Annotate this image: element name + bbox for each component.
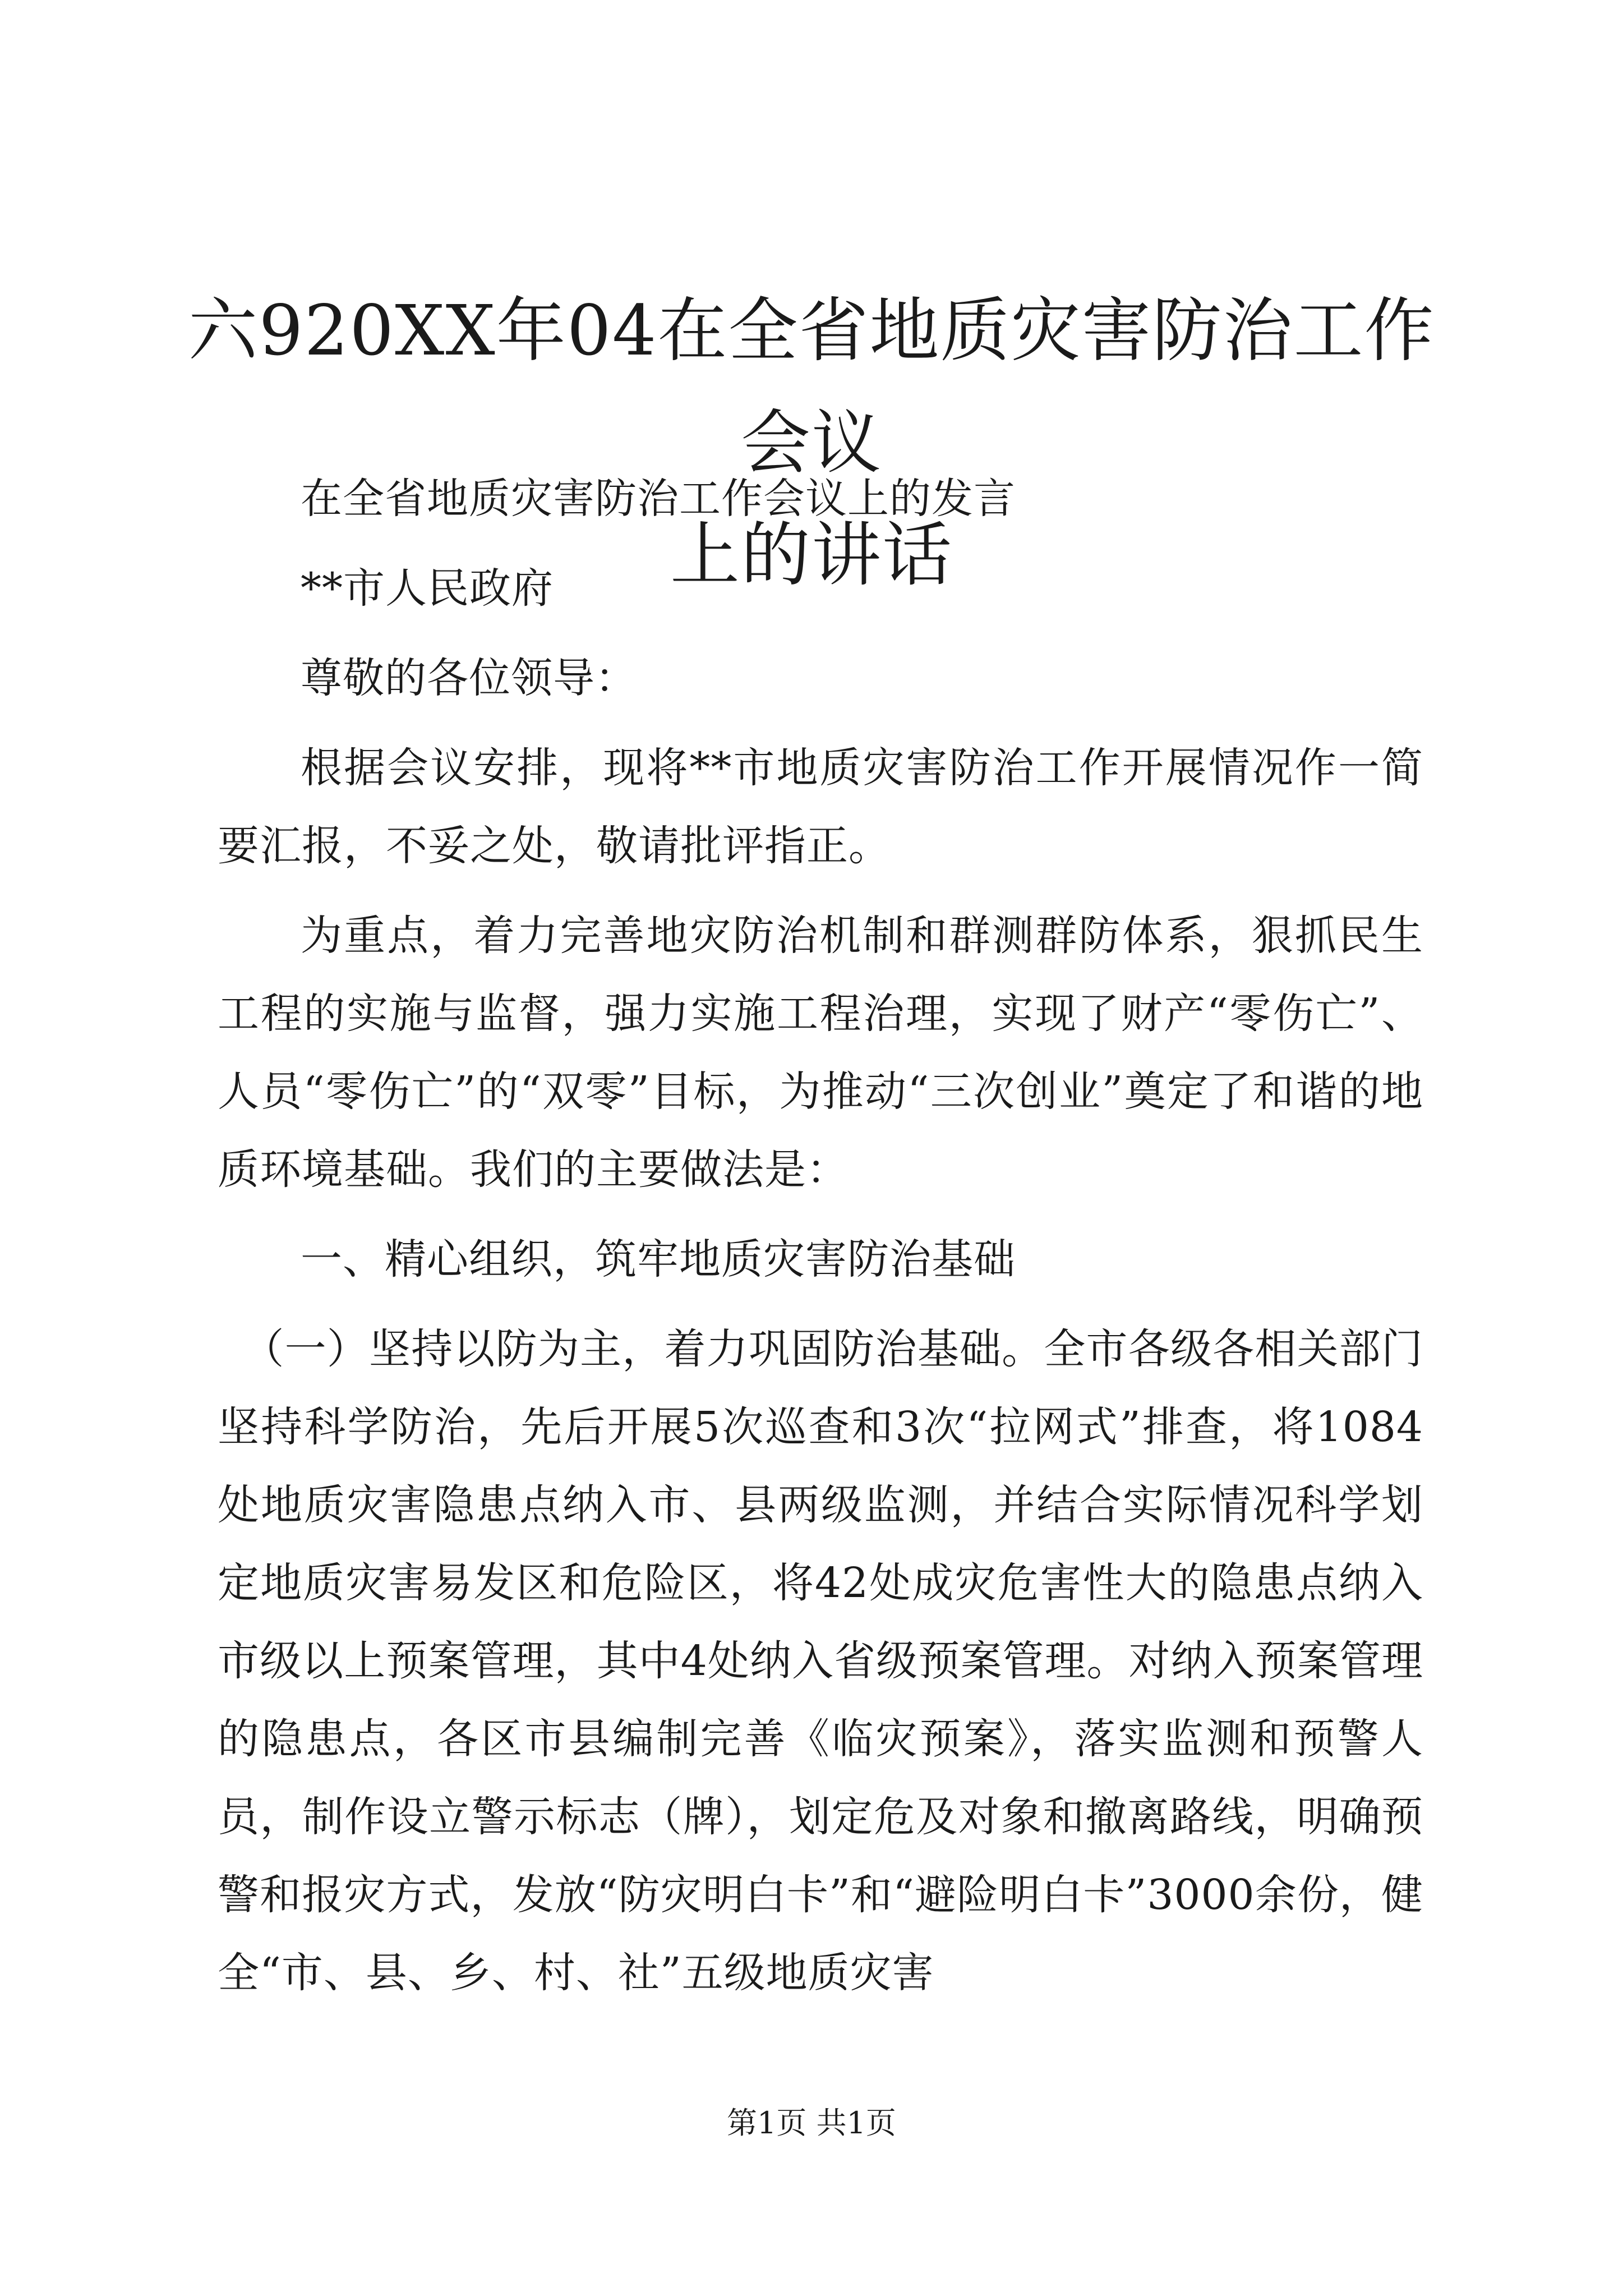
body-paragraph: 为重点，着力完善地灾防治机制和群测群防体系，狠抓民生工程的实施与监督，强力实施工程治理，实现了财产“零伤亡”、人员“零伤亡”的“双零”目标，为推动“三次创业”奠定了和谐的地质环境基础。我们的主要做法是： — [218, 912, 1423, 1194]
issuer-paragraph: **市人民政府 — [301, 564, 554, 613]
section-heading: 一、精心组织，筑牢地质灾害防治基础 — [301, 1235, 1016, 1283]
document-body — [218, 460, 1423, 2024]
page-footer: 第1页 共1页 — [727, 2105, 896, 2141]
title-line-1: 六920XX年04在全省地质灾害防治工作会议 — [188, 291, 1435, 484]
title-line-2: 上的讲话 — [670, 515, 953, 596]
body-paragraph: （一）坚持以防为主，着力巩固防治基础。全市各级各相关部门坚持科学防治，先后开展5次巡查和3次“拉网式”排查，将1084处地质灾害隐患点纳入市、县两级监测，并结合实际情况科学划定地质灾害易发区和危险区，将42处成灾危害性大的隐患点纳入市级以上预案管理，其中4处纳入省级预案管理。对纳入预案管理的隐患点，各区市县编制完善《临灾预案》，落实监测和预警人员，制作设立警示标志（牌），划定危及对象和撤离路线，明确预警和报灾方式，发放“防灾明白卡”和“避险明白卡”3000余份，健全“市、县、乡、村、社”五级地质灾害 — [218, 1325, 1423, 1997]
salutation-paragraph: 尊敬的各位领导： — [301, 654, 637, 702]
subtitle-paragraph: 在全省地质灾害防治工作会议上的发言 — [301, 475, 1016, 523]
body-paragraph: 根据会议安排，现将**市地质灾害防治工作开展情况作一简要汇报，不妥之处，敬请批评指正。 — [218, 744, 1423, 870]
